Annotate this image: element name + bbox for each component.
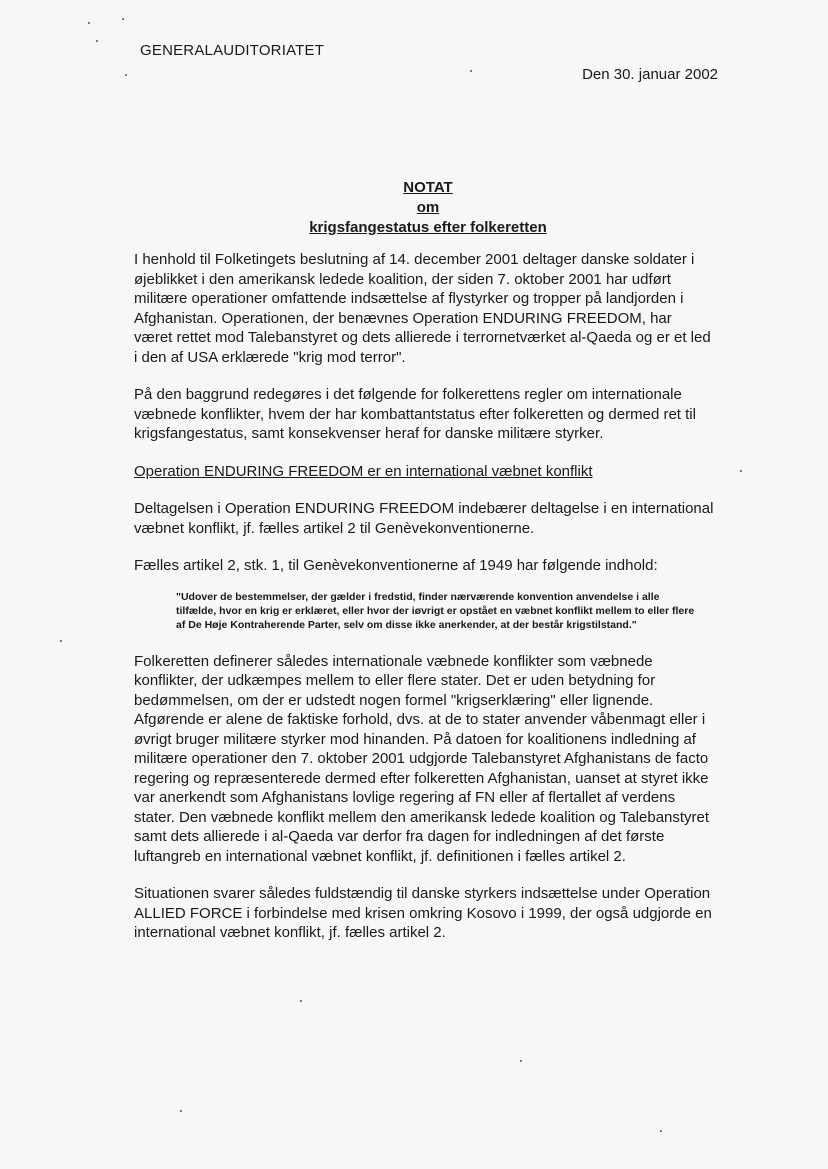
scan-speck bbox=[125, 74, 127, 76]
title-line-om: om bbox=[416, 199, 440, 216]
organization-name: GENERALAUDITORIATET bbox=[140, 42, 325, 59]
scan-speck bbox=[180, 1110, 182, 1112]
paragraph-participation: Deltagelsen i Operation ENDURING FREEDOM indebærer deltagelse i en international væbnet konflikt, jf. fælles artikel 2 til Genèvekonventionerne. bbox=[134, 500, 714, 537]
article-quote: "Udover de bestemmelser, der gælder i fredstid, finder nærværende konvention anvendelse i alle tilfælde, hvor en krig er erklæret, eller hvor der iøvrigt er opstået en væbnet konflikt mellem to eller flere af De Høje Kontraherende Parter, selv om disse ikke anerkender, at der består krigstilstand." bbox=[176, 590, 695, 631]
document-body bbox=[134, 250, 714, 961]
document-date: Den 30. januar 2002 bbox=[582, 66, 718, 83]
scan-speck bbox=[60, 640, 62, 642]
scan-speck bbox=[470, 70, 472, 72]
title-line-subject: krigsfangestatus efter folkeretten bbox=[309, 219, 547, 236]
scan-speck bbox=[520, 1060, 522, 1062]
scan-speck bbox=[96, 40, 98, 42]
scan-speck bbox=[300, 1000, 302, 1002]
scan-speck bbox=[88, 22, 90, 24]
paragraph-article-intro: Fælles artikel 2, stk. 1, til Genèvekonventionerne af 1949 har følgende indhold: bbox=[134, 557, 658, 574]
section-heading: Operation ENDURING FREEDOM er en international væbnet konflikt bbox=[134, 462, 593, 480]
scan-speck bbox=[122, 18, 124, 20]
scan-speck bbox=[660, 1130, 662, 1132]
scan-speck bbox=[740, 470, 742, 472]
document-title bbox=[300, 178, 556, 238]
paragraph-situation: Situationen svarer således fuldstændig til danske styrkers indsættelse under Operation ALLIED FORCE i forbindelse med krisen omkring Kosovo i 1999, der også udgjorde en international væbnet konflikt, jf. fælles artikel 2. bbox=[134, 885, 712, 941]
paragraph-background: På den baggrund redegøres i det følgende for folkerettens regler om internationale væbnede konflikter, hvem der har kombattantstatus efter folkeretten og dermed ret til krigsfangestatus, samt konsekvenser heraf for danske militære styrker. bbox=[134, 386, 696, 442]
paragraph-definition: Folkeretten definerer således internationale væbnede konflikter som væbnede konflikter, der udkæmpes mellem to eller flere stater. Det er uden betydning for bedømmelsen, om der er udstedt nogen formel "krigserklæring" eller lignende. Afgørende er alene de faktiske forhold, dvs. at de to stater anvender våbenmagt eller i øvrigt bruger militære styrker mod hinanden. På datoen for koalitionens indledning af militære operationer den 7. oktober 2001 udgjorde Talebanstyret Afghanistans de facto regering og repræsenterede dermed efter folkeretten Afghanistan, uanset at styret ikke var anerkendt som Afghanistans lovlige regering af FN eller af flertallet af verdens stater. Den væbnede konflikt mellem den amerikansk ledede koalition og Talebanstyret samt dets allierede i al-Qaeda var derfor fra dagen for indledningen af det første luftangreb en international væbnet konflikt, jf. definitionen i fælles artikel 2. bbox=[134, 652, 710, 865]
paragraph-intro: I henhold til Folketingets beslutning af 14. december 2001 deltager danske soldater i øjeblikket i den amerikansk ledede koalition, der siden 7. oktober 2001 har udført militære operationer omfattende indsættelse af flystyrker og tropper på landjorden i Afghanistan. Operationen, der benævnes Operation ENDURING FREEDOM, har været rettet mod Talebanstyret og dets allierede i terrornetværket al-Qaeda og er et led i den af USA erklærede "krig mod terror". bbox=[134, 251, 711, 366]
title-line-notat: NOTAT bbox=[403, 179, 453, 196]
